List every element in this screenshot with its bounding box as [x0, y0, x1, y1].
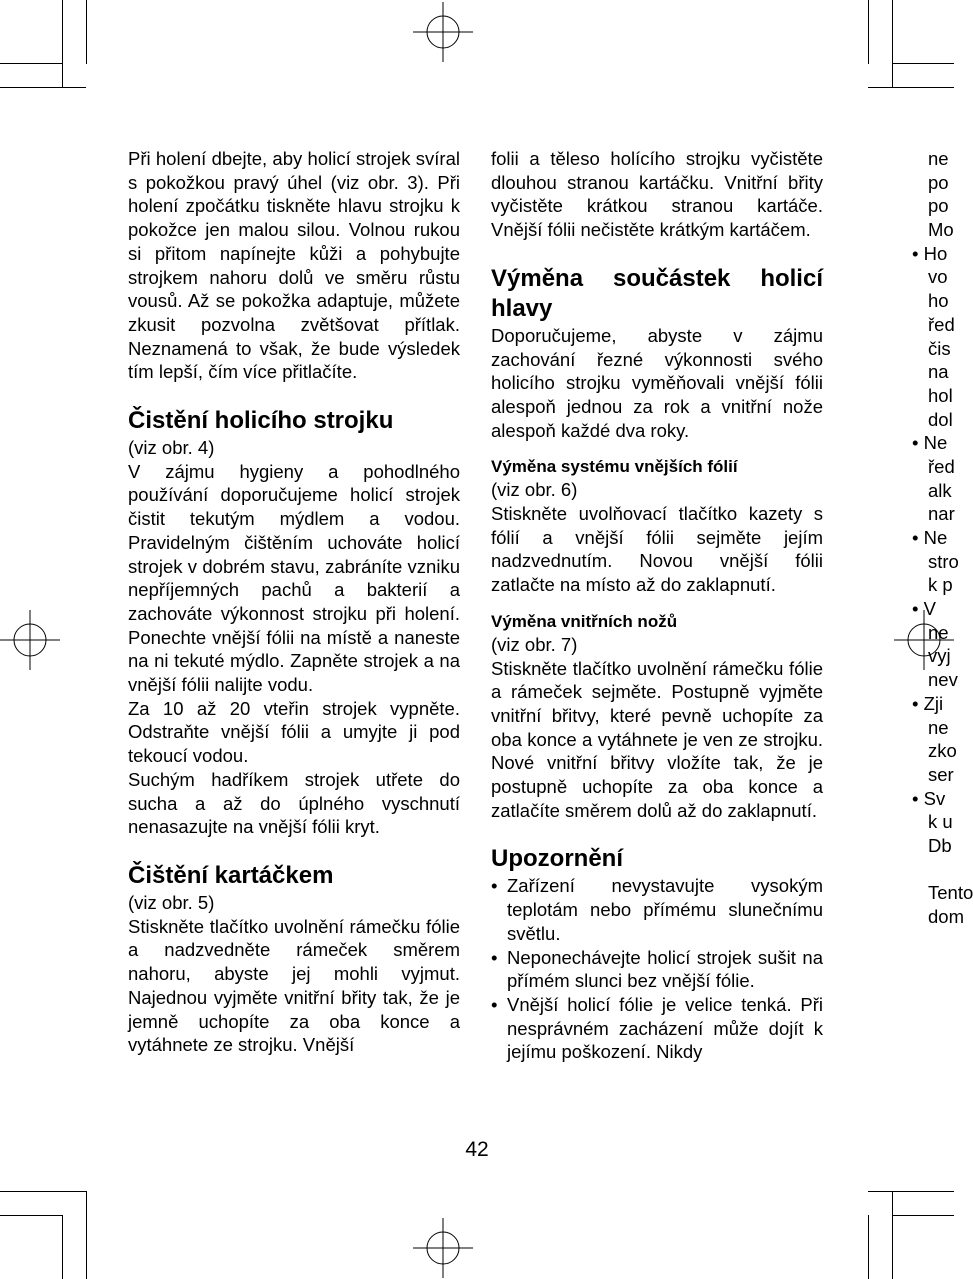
- clipped-line: stro: [928, 550, 959, 572]
- crop-mark: [892, 1215, 954, 1216]
- crop-mark: [868, 0, 869, 64]
- replace-paragraph: Doporučujeme, abyste v zájmu zachování řezné výkonnosti svého holicího strojku vyměňovali vnější fólii alespoň jednou za rok a vnitřní nože alespoň každé dva roky.: [491, 324, 823, 441]
- heading-warning: Upozornění: [491, 845, 623, 873]
- list-item: • Vnější holicí fólie je velice tenká. Při nesprávném zacházení může dojít k jejímu poškození. Nikdy: [491, 993, 823, 1064]
- clipped-line: Tento: [928, 882, 973, 904]
- figure-ref: (viz obr. 5): [128, 891, 215, 913]
- cleaning-paragraph: Za 10 až 20 vteřin strojek vypněte. Odstraňte vnější fólii a umyjte ji pod tekoucí vodou.: [128, 697, 460, 767]
- clipped-line: zko: [928, 740, 957, 762]
- crop-mark: [0, 1191, 86, 1192]
- list-item: • Neponechávejte holicí strojek sušit na přímém slunci bez vnější fólie.: [491, 946, 823, 993]
- clipped-line: k p: [928, 574, 953, 596]
- crop-mark: [868, 87, 954, 88]
- clipped-line: ne: [928, 148, 949, 169]
- clipped-line: vo: [928, 266, 948, 288]
- figure-ref: (viz obr. 4): [128, 437, 215, 459]
- heading-cleaning: Čistění holicího strojku: [128, 407, 394, 435]
- clipped-line: • Ho: [912, 242, 948, 264]
- crop-mark: [86, 1191, 87, 1279]
- warning-list: [491, 874, 823, 1064]
- clipped-line: [912, 858, 972, 882]
- crop-mark: [0, 63, 62, 64]
- column-right-clipped: [912, 147, 972, 929]
- clipped-line: ne: [928, 621, 949, 643]
- crop-mark: [86, 0, 87, 64]
- brush-paragraph: Stiskněte tlačítko uvolnění rámečku fólie a nadzvedněte rámeček směrem nahoru, abyste jej mohli vyjmut. Najednou vyjměte vnitřní břity tak, že je jemně uchopíte za oba konce a vytáhnete ze strojku. Vnější: [128, 915, 460, 1056]
- column-left: [128, 147, 460, 1057]
- column-middle: [491, 147, 823, 1064]
- crop-mark: [868, 1191, 954, 1192]
- clipped-line: • Sv: [912, 787, 946, 809]
- crop-mark: [892, 63, 954, 64]
- clipped-line: dol: [928, 408, 953, 430]
- crop-mark: [868, 1215, 869, 1279]
- crop-mark: [892, 1191, 893, 1279]
- crop-mark: [892, 0, 893, 88]
- clipped-line: čis: [928, 337, 951, 359]
- subheading-outer-foil: Výměna systému vnějších fólií: [491, 457, 738, 477]
- clipped-line: Mo: [928, 219, 954, 241]
- brush-paragraph-continued: folii a těleso holícího strojku vyčistěte dlouhou stranou kartáčku. Vnitřní břity vyčistěte krátkou stranou kartáče. Vnější fólii nečistěte krátkým kartáčem.: [491, 148, 823, 241]
- heading-brush: Čištění kartáčkem: [128, 861, 334, 889]
- registration-mark-icon: [0, 610, 60, 670]
- figure-ref: (viz obr. 6): [491, 479, 578, 501]
- subheading-inner-blades: Výměna vnitřních nožů: [491, 611, 678, 631]
- clipped-line: ne: [928, 716, 949, 738]
- clipped-line: k u: [928, 811, 953, 833]
- clipped-line: nar: [928, 503, 955, 525]
- clipped-line: • Zji: [912, 692, 944, 714]
- cleaning-paragraph: Suchým hadříkem strojek utřete do sucha a až do úplného vyschnutí nenasazujte na vnější fólii kryt.: [128, 768, 460, 838]
- clipped-line: ho: [928, 290, 949, 312]
- clipped-line: alk: [928, 479, 952, 501]
- figure-ref: (viz obr. 7): [491, 633, 578, 655]
- registration-mark-icon: [413, 1218, 473, 1278]
- clipped-line: • V: [912, 598, 936, 620]
- clipped-line: ser: [928, 763, 954, 785]
- clipped-line: • Ne: [912, 432, 948, 454]
- clipped-line: dom: [928, 906, 964, 927]
- clipped-line: po: [928, 195, 949, 217]
- page-number: 42: [465, 1138, 489, 1161]
- intro-paragraph: Při holení dbejte, aby holicí strojek svíral s pokožkou pravý úhel (viz obr. 3). Při holení zpočátku tiskněte hlavu strojku k pokožce jen malou silou. Volnou rukou si přitom napínejte kůži a pohybujte strojkem nahoru dolů ve směru růstu vousů. Až se pokožka adaptuje, můžete zkusit pozvolna zvětšovat přítlak. Neznamená to však, že bude výsledek tím lepší, čím více přitlačíte.: [128, 148, 460, 383]
- clipped-line: hol: [928, 384, 953, 406]
- crop-mark: [0, 1215, 62, 1216]
- clipped-line: po: [928, 171, 949, 193]
- cleaning-paragraph: V zájmu hygieny a pohodlného používání doporučujeme holicí strojek čistit tekutým mýdlem a vodou. Pravidelným čištěním uchováte holicí strojek v dobrém stavu, zabráníte vzniku nepříjemných pachů a bakterií a zachováte výkonnost strojku při holení. Ponechte vnější fólii na místě a naneste na ni tekuté mýdlo. Zapněte strojek a na vnější fólii nalijte vodu.: [128, 460, 460, 696]
- clipped-line: Db: [928, 834, 952, 856]
- crop-mark: [62, 0, 63, 88]
- inner-blades-paragraph: Stiskněte tlačítko uvolnění rámečku fólie a rámeček sejměte. Postupně vyjměte vnitřní břitvy, které pevně uchopíte za oba konce a vytáhnete je ven ze strojku. Nové vnitřní břitvy vložíte tak, že je postupně uchopíte za oba konce a zatlačíte směrem dolů až do zaklapnutí.: [491, 657, 823, 821]
- clipped-line: nev: [928, 669, 958, 691]
- list-item: • Zařízení nevystavujte vysokým teplotám nebo přímému slunečnímu světlu.: [491, 874, 823, 945]
- clipped-line: řed: [928, 313, 955, 335]
- clipped-line: na: [928, 361, 949, 383]
- registration-mark-icon: [413, 2, 473, 62]
- clipped-line: • Ne: [912, 527, 948, 548]
- clipped-line: řed: [928, 455, 955, 477]
- clipped-line: vyj: [928, 645, 951, 667]
- heading-replace-parts: Výměna součástek holicí hlavy: [491, 264, 823, 322]
- crop-mark: [0, 87, 86, 88]
- outer-foil-paragraph: Stiskněte uvolňovací tlačítko kazety s fólií a vnější fólii sejměte jejím nadzvednutím. Novou vnější fólii zatlačte na místo až do zaklapnutí.: [491, 503, 823, 596]
- crop-mark: [62, 1215, 63, 1279]
